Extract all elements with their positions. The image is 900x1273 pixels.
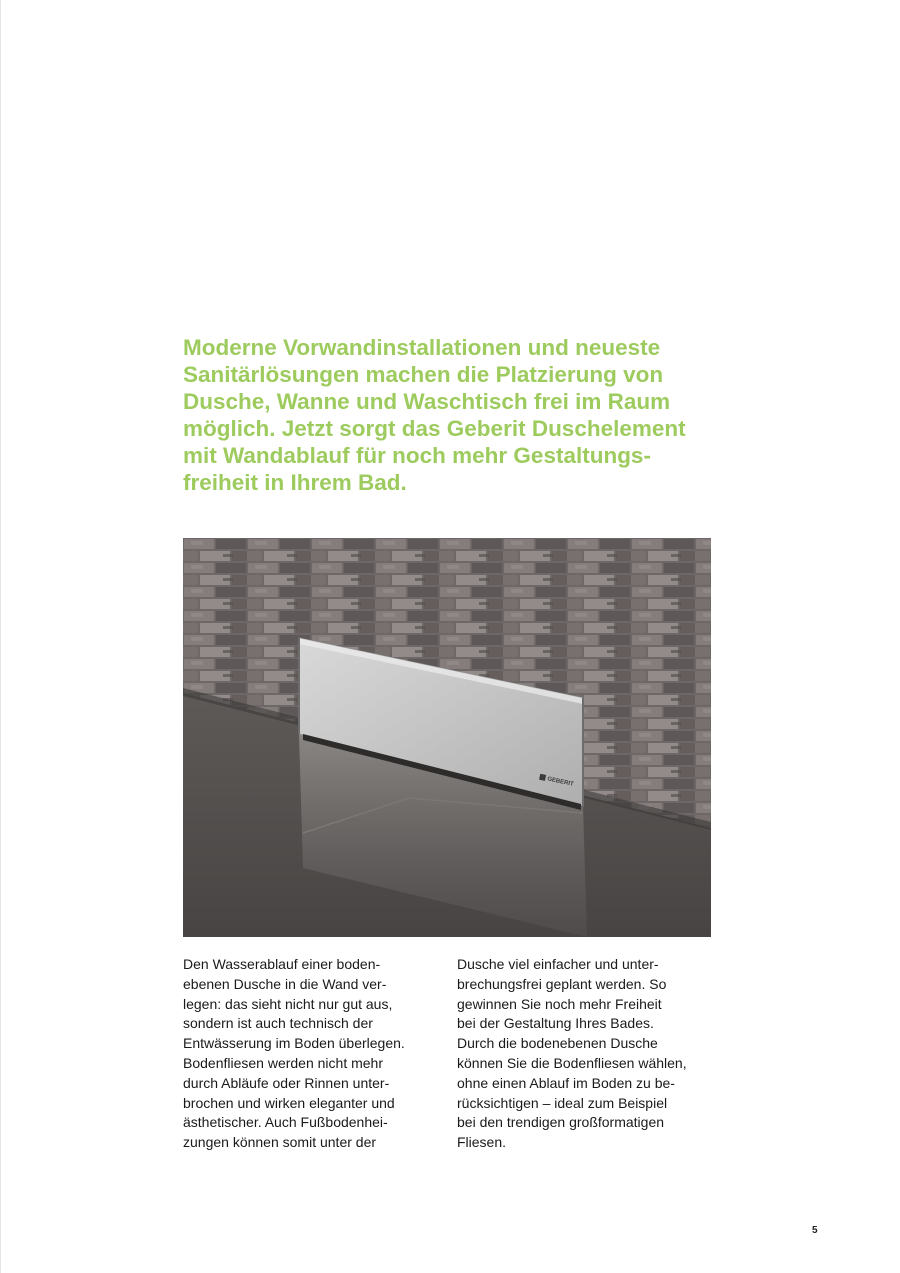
body-line: bei der Gestaltung Ihres Bades. [457,1015,654,1032]
svg-text:GEBERIT: GEBERIT [546,776,574,788]
page-number: 5 [812,1225,818,1236]
body-text-left-column [183,955,443,1153]
body-line: ebenen Dusche in die Wand ver- [183,975,387,992]
body-text-right-column [457,955,727,1153]
body-line: ästhetischer. Auch Fußbodenhei- [183,1114,388,1131]
intro-line: mit Wandablauf für noch mehr Gestaltungs- [183,443,651,468]
body-line: Dusche viel einfacher und unter- [457,956,659,972]
body-line: bei den trendigen großformatigen [457,1114,665,1131]
body-line: gewinnen Sie noch mehr Freiheit [457,995,662,1012]
intro-heading [183,334,743,496]
intro-line: freiheit in Ihrem Bad. [183,470,407,495]
body-line: Den Wasserablauf einer boden- [183,956,381,972]
body-line: rücksichtigen – ideal zum Beispiel [457,1094,668,1111]
product-photo [183,538,711,937]
body-line: ohne einen Ablauf im Boden zu be- [457,1074,675,1091]
intro-line: Moderne Vorwandinstallationen und neueste [183,335,661,360]
body-line: können Sie die Bodenfliesen wählen, [457,1054,687,1071]
page-edge-line [0,0,1,1273]
body-line: Durch die bodenebenen Dusche [457,1035,658,1052]
body-line: Bodenfliesen werden nicht mehr [183,1054,384,1071]
body-line: zungen können somit unter der [183,1134,377,1151]
body-line: brechungsfrei geplant werden. So [457,975,667,992]
intro-line: Sanitärlösungen machen die Platzierung von [183,362,664,387]
intro-line: Dusche, Wanne und Waschtisch frei im Raum [183,389,671,414]
intro-line: möglich. Jetzt sorgt das Geberit Duschelement [183,416,686,441]
body-line: durch Abläufe oder Rinnen unter- [183,1074,390,1091]
body-line: Entwässerung im Boden überlegen. [183,1035,405,1052]
body-line: legen: das sieht nicht nur gut aus, [183,995,393,1012]
body-line: Fliesen. [457,1134,507,1151]
body-line: brochen und wirken eleganter und [183,1094,395,1111]
body-line: sondern ist auch technisch der [183,1015,373,1032]
